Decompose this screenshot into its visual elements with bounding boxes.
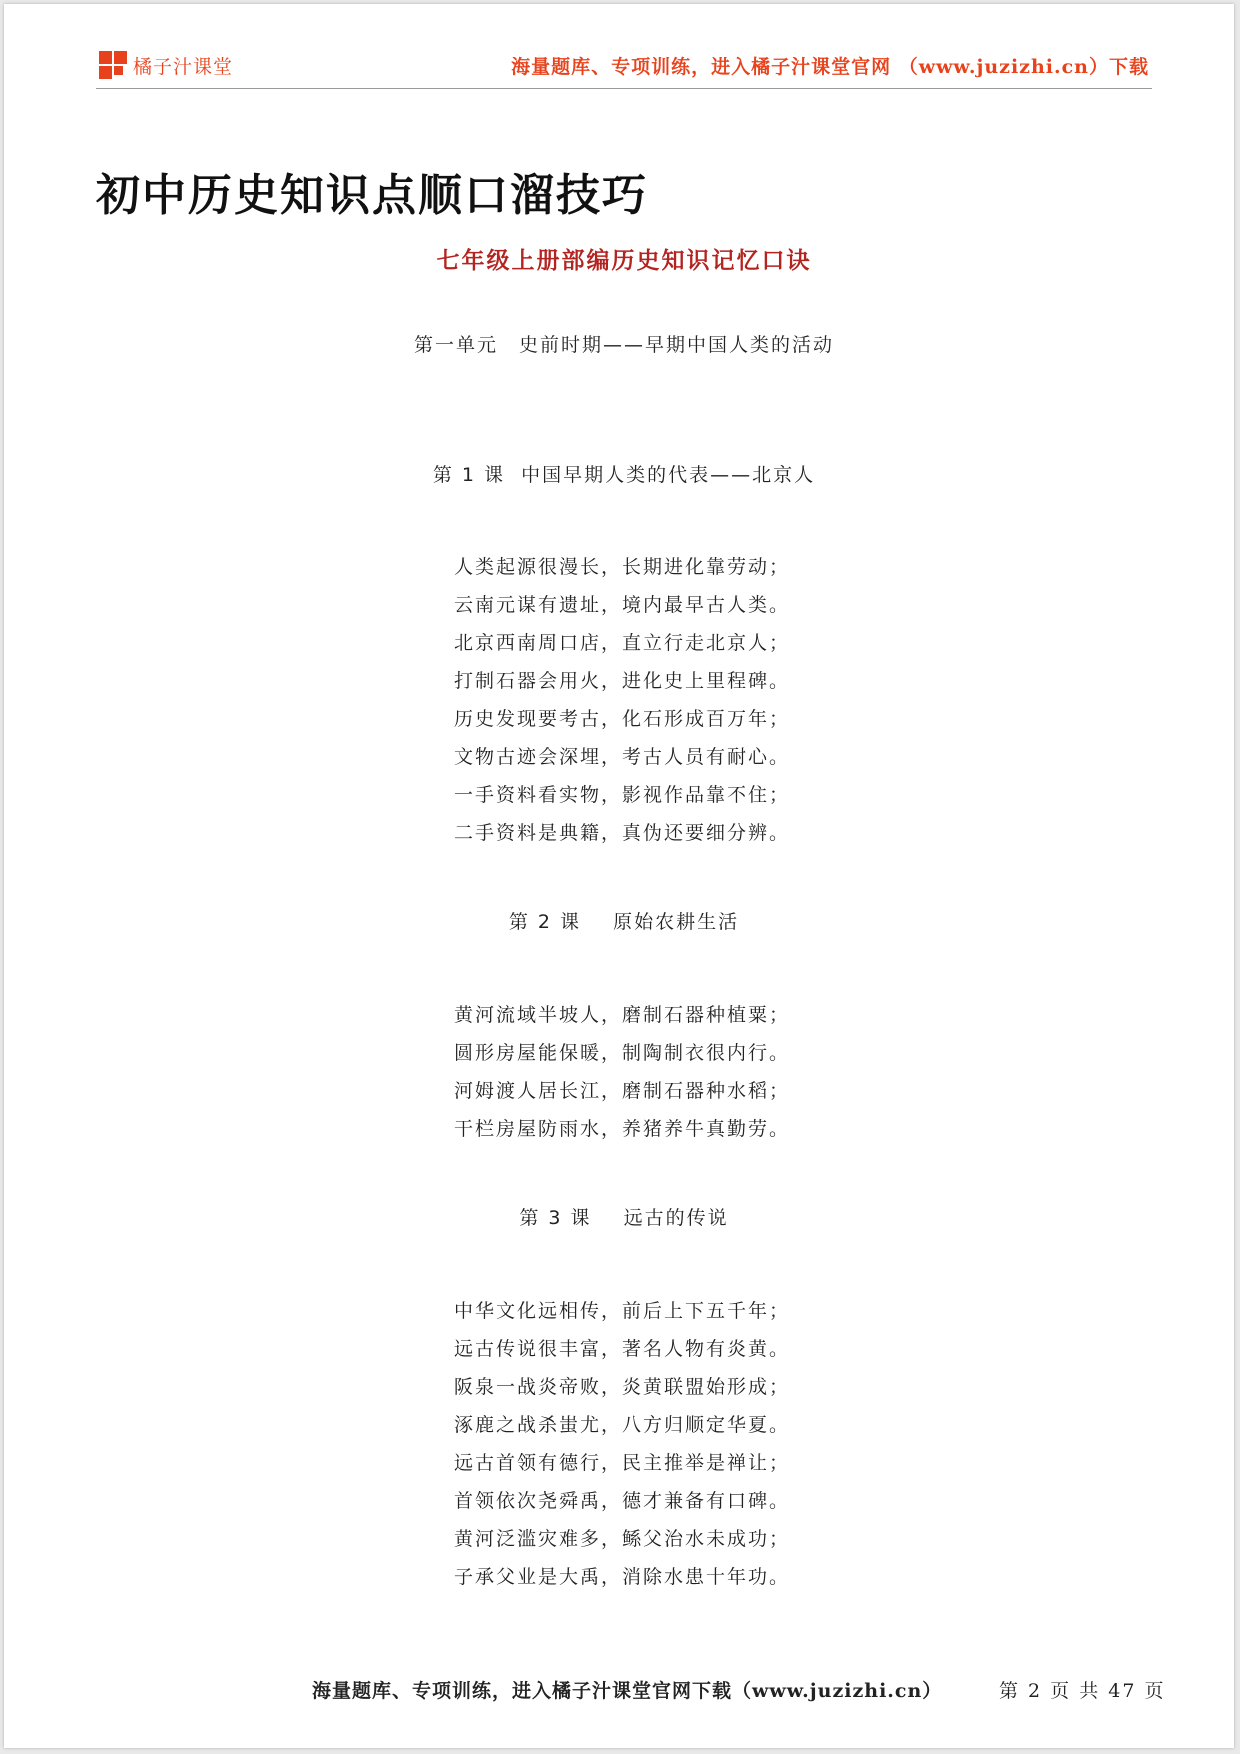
verse-line: 中华文化远相传，前后上下五千年；: [454, 1300, 791, 1322]
header-slogan[interactable]: 海量题库、专项训练，进入橘子汁课堂官网 （www.juzizhi.cn）下载: [511, 56, 1149, 78]
verse-line: 子承父业是大禹，消除水患十年功。: [454, 1566, 791, 1588]
logo-text: 橘子汁课堂: [133, 55, 234, 78]
footer-slogan[interactable]: 海量题库、专项训练，进入橘子汁课堂官网下载（www.juzizhi.cn）: [312, 1680, 943, 1702]
verse-block: [454, 1292, 854, 1596]
page-title: 初中历史知识点顺口溜技巧: [96, 170, 648, 221]
page-number: 第 2 页 共 47 页: [999, 1680, 1166, 1702]
lesson-heading: 第 2 课 原始农耕生活: [508, 911, 740, 933]
site-logo[interactable]: [99, 49, 233, 81]
verse-line: 首领依次尧舜禹，德才兼备有口碑。: [454, 1490, 791, 1512]
verse-line: 二手资料是典籍，真伪还要细分辨。: [454, 822, 791, 844]
verse-line: 干栏房屋防雨水，养猪养牛真勤劳。: [454, 1118, 791, 1140]
verse-line: 圆形房屋能保暖，制陶制衣很内行。: [454, 1042, 791, 1064]
header-divider: [96, 88, 1152, 89]
verse-line: 河姆渡人居长江，磨制石器种水稻；: [454, 1080, 791, 1102]
document-page: [4, 4, 1234, 1748]
verse-line: 一手资料看实物，影视作品靠不住；: [454, 784, 791, 806]
verse-line: 文物古迹会深埋，考古人员有耐心。: [454, 746, 791, 768]
verse-line: 历史发现要考古，化石形成百万年；: [454, 708, 791, 730]
page-subtitle: 七年级上册部编历史知识记忆口诀: [436, 247, 812, 274]
verse-line: 黄河流域半坡人，磨制石器种植粟；: [454, 1004, 791, 1026]
verse-block: [454, 548, 854, 852]
verse-line: 北京西南周口店，直立行走北京人；: [454, 632, 791, 654]
logo-icon: [99, 51, 127, 79]
verse-line: 阪泉一战炎帝败，炎黄联盟始形成；: [454, 1376, 791, 1398]
unit-heading: 第一单元 史前时期——早期中国人类的活动: [413, 334, 834, 356]
verse-line: 远古传说很丰富，著名人物有炎黄。: [454, 1338, 791, 1360]
verse-line: 打制石器会用火，进化史上里程碑。: [454, 670, 791, 692]
verse-line: 远古首领有德行，民主推举是禅让；: [454, 1452, 791, 1474]
verse-block: [454, 996, 854, 1148]
lesson-heading: 第 3 课 远古的传说: [519, 1207, 729, 1229]
verse-line: 黄河泛滥灾难多，鲧父治水未成功；: [454, 1528, 791, 1550]
verse-line: 云南元谋有遗址，境内最早古人类。: [454, 594, 791, 616]
verse-line: 涿鹿之战杀蚩尤，八方归顺定华夏。: [454, 1414, 791, 1436]
lesson-heading: 第 1 课 中国早期人类的代表——北京人: [432, 464, 816, 486]
verse-line: 人类起源很漫长，长期进化靠劳动；: [454, 556, 791, 578]
